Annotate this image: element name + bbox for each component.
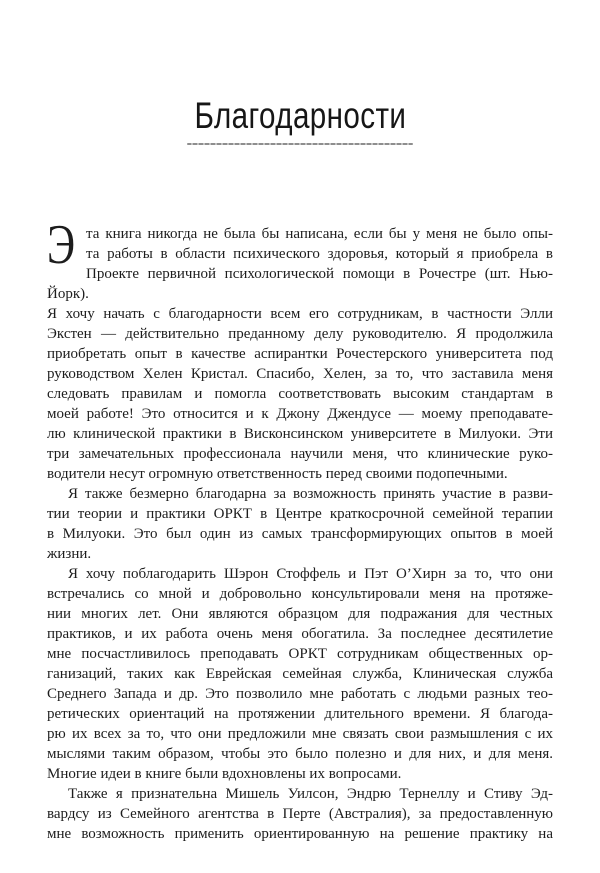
text-line: приобретать опыт в качестве аспирантки Рочестерского университета под: [47, 346, 553, 362]
text-line: Я также безмерно благодарна за возможность принять участие в разви-: [68, 486, 553, 502]
text-line: в Милуоки. Это был один из самых трансформирующих опытов в моей: [47, 526, 553, 542]
page-title-text: Благодарности: [194, 95, 406, 136]
text-line: практиков, и их работа очень меня обогатила. За последнее десятилетие: [47, 626, 553, 642]
text-line: мне возможность применить ориентированную на решение практику на: [47, 826, 553, 842]
text-line: жизни.: [47, 546, 92, 562]
text-line: лю клинической практики в Висконсинском университете в Милуоки. Эти: [47, 426, 553, 442]
text-line: встречались со мной и добровольно консультировали меня на протяже-: [47, 586, 553, 602]
text-line: та работы в области психического здоровья, который я приобрела в: [86, 246, 553, 262]
text-line: рю их всех за то, что они предложили мне связать свои размышления с их: [47, 726, 553, 742]
text-line: ганизаций, таких как Еврейская семейная служба, Клиническая служба: [47, 666, 553, 682]
paragraph: [47, 564, 553, 784]
text-line: та книга никогда не была бы написана, если бы у меня не было опы-: [86, 226, 553, 242]
text-line: вардсу из Семейного агентства в Перте (Австралия), за предоставленную: [47, 806, 553, 822]
page-title: [47, 0, 553, 134]
drop-cap: Э: [47, 214, 76, 276]
text-line: три замечательных профессионала научили меня, что клинические руко-: [47, 446, 553, 462]
text-line: Многие идеи в книге были вдохновлены их вопросами.: [47, 766, 402, 782]
text-line: мне посчастливилось преподавать ОРКТ сотрудникам общественных ор-: [47, 646, 553, 662]
text-line: нии многих лет. Они являются образцом для подражания для честных: [47, 606, 553, 622]
paragraph: [47, 484, 553, 564]
text-line: Проекте первичной психологической помощи в Рочестре (шт. Нью-Йорк).: [47, 266, 553, 302]
text-line: Я хочу начать с благодарности всем его сотрудникам, в частности Элли: [47, 306, 553, 322]
body-text: [47, 214, 553, 844]
text-line: Я хочу поблагодарить Шэрон Стоффель и Пэт О’Хирн за то, что они: [68, 566, 553, 582]
paragraph: [47, 784, 553, 844]
title-divider-rule: [187, 143, 413, 145]
text-line: мыслями таким образом, чтобы это было полезно и для них, и для меня.: [47, 746, 553, 762]
text-line: Среднего Запада и др. Это позволило мне работать с людьми разных тео-: [47, 686, 553, 702]
text-line: ретических ориентаций на протяжении длительного времени. Я благода-: [47, 706, 553, 722]
paragraph: [47, 214, 553, 484]
text-line: следовать правилам и помогла соответствовать высоким стандартам в: [47, 386, 553, 402]
text-line: водители несут огромную ответственность перед своими подопечными.: [47, 466, 508, 482]
text-line: тии теории и практики ОРКТ в Центре краткосрочной семейной терапии: [47, 506, 553, 522]
text-line: моей работе! Это относится и к Джону Джендусе — моему преподавате-: [47, 406, 553, 422]
text-line: Экстен — действительно преданному делу руководителю. Я продолжила: [47, 326, 553, 342]
text-line: Также я признательна Мишель Уилсон, Эндрю Тернеллу и Стиву Эд-: [68, 786, 553, 802]
text-line: руководством Хелен Кристал. Спасибо, Хелен, за то, что заставила меня: [47, 366, 553, 382]
